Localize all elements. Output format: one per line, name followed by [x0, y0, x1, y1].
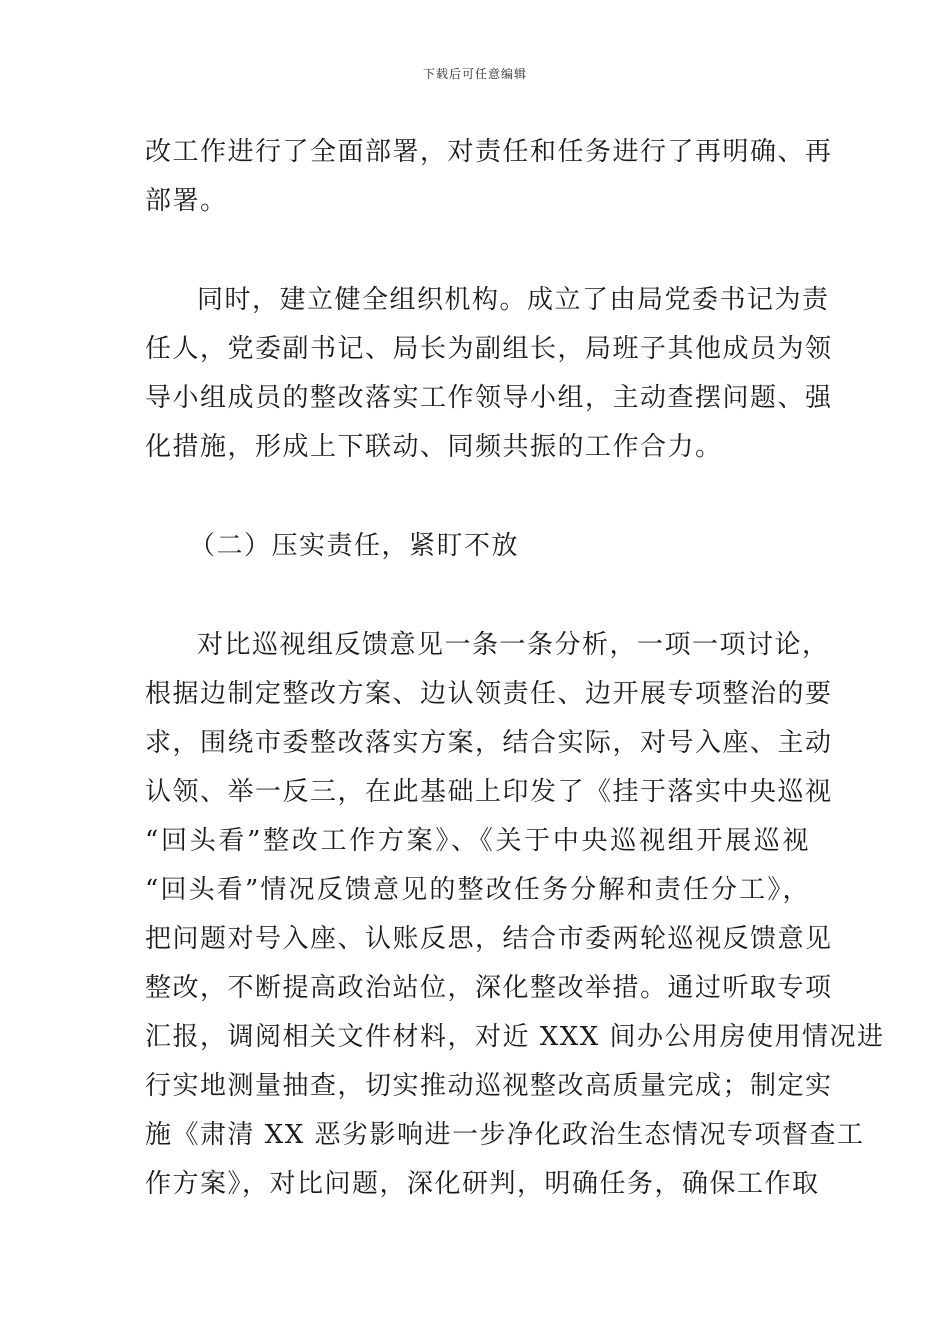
text-line: 导小组成员的整改落实工作领导小组，主动查摆问题、强	[145, 383, 833, 413]
paragraph-responsibility	[145, 621, 885, 1209]
text-line: 任人，党委副书记、局长为副组长，局班子其他成员为领	[145, 334, 833, 364]
text-line: 行实地测量抽查，切实推动巡视整改高质量完成；制定实	[145, 1071, 833, 1101]
document-body	[145, 128, 885, 1209]
text-line: 作方案》，对比问题，深化研判，明确任务，确保工作取	[145, 1169, 820, 1199]
text-line: 把问题对号入座、认账反思，结合市委两轮巡视反馈意见	[145, 924, 833, 954]
text-line: 化措施，形成上下联动、同频共振的工作合力。	[145, 432, 723, 462]
paragraph-organization	[145, 276, 833, 472]
section-heading	[145, 522, 810, 571]
text-line: 根据边制定整改方案、边认领责任、边开展专项整治的要	[145, 679, 833, 709]
text-line: 认领、举一反三，在此基础上印发了《挂于落实中央巡视	[145, 777, 833, 807]
text-line: 对比巡视组反馈意见一条一条分析，一项一项讨论，	[197, 630, 830, 660]
text-line: 施《肃清 XX 恶劣影响进一步净化政治生态情况专项督查工	[145, 1120, 865, 1150]
text-line: 整改，不断提高政治站位，深化整改举措。通过听取专项	[145, 973, 833, 1003]
text-line: 部署。	[145, 186, 228, 216]
heading-text: （二）压实责任，紧盯不放	[189, 531, 520, 561]
paragraph-continuation	[145, 128, 833, 226]
text-line: 汇报，调阅相关文件材料，对近 XXX 间办公用房使用情况进	[145, 1022, 885, 1052]
text-line: “回头看”情况反馈意见的整改任务分解和责任分工》，	[145, 875, 810, 905]
text-line: “回头看”整改工作方案》、《关于中央巡视组开展巡视	[145, 826, 810, 856]
text-line: 求，围绕市委整改落实方案，结合实际，对号入座、主动	[145, 728, 833, 758]
text-line: 同时，建立健全组织机构。成立了由局党委书记为责	[197, 285, 830, 315]
text-line: 改工作进行了全面部署，对责任和任务进行了再明确、再	[145, 137, 833, 167]
page-header: 下载后可任意编辑	[422, 67, 527, 81]
